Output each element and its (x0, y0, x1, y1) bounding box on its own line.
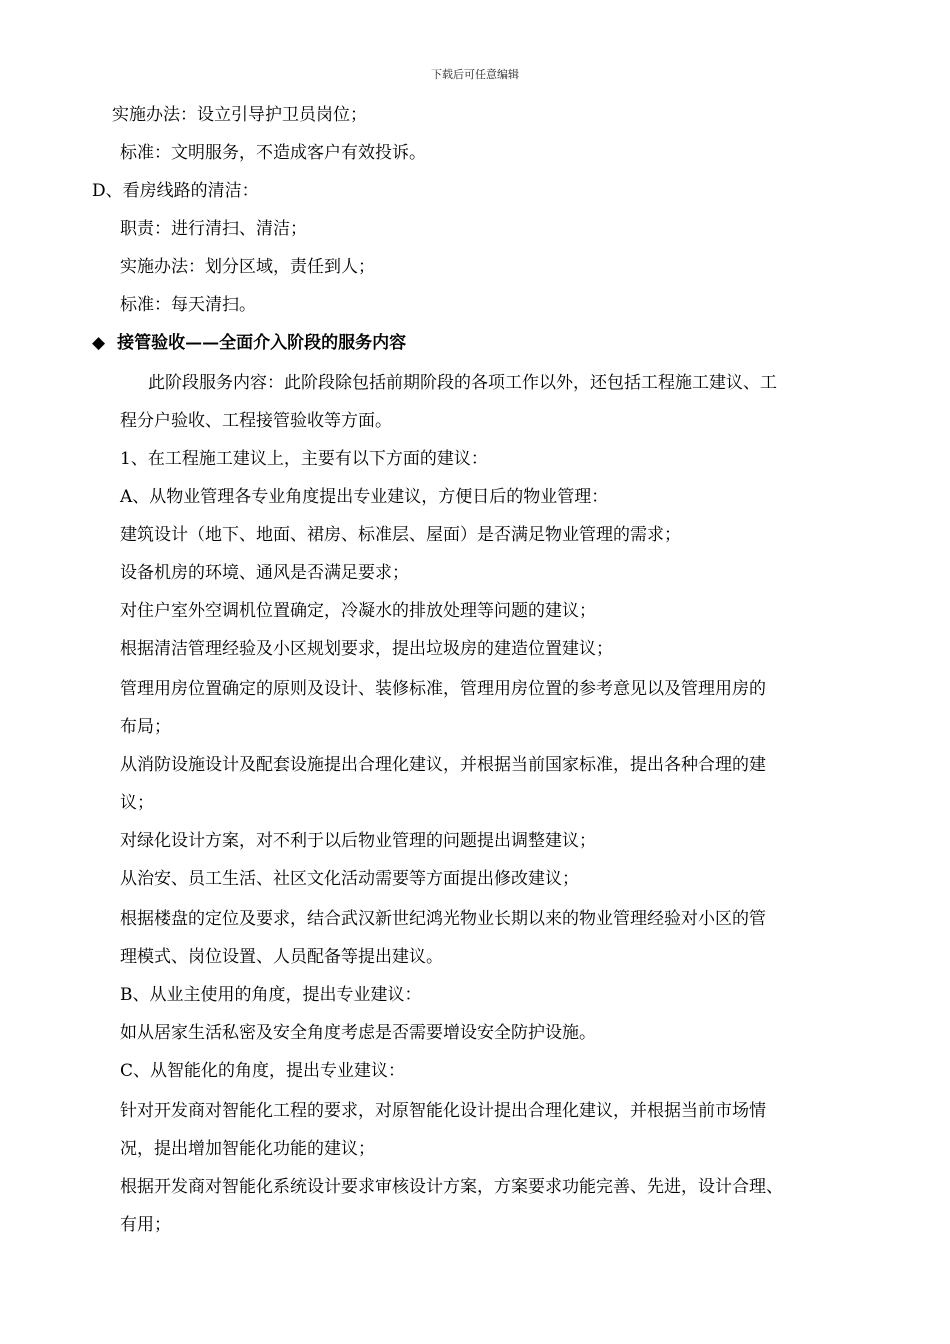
text-line: A、从物业管理各专业角度提出专业建议，方便日后的物业管理： (120, 487, 609, 507)
text-line: 设备机房的环境、通风是否满足要求； (120, 563, 409, 583)
text-line: 根据开发商对智能化系统设计要求审核设计方案，方案要求功能完善、先进，设计合理、 (120, 1177, 783, 1197)
text-line: 管理用房位置确定的原则及设计、装修标准，管理用房位置的参考意见以及管理用房的 (120, 679, 766, 699)
text-line: 程分户验收、工程接管验收等方面。 (120, 411, 392, 431)
text-line: C、从智能化的角度，提出专业建议： (120, 1061, 406, 1081)
page-header: 下载后可任意编辑 (431, 68, 519, 81)
text-line: B、从业主使用的角度，提出专业建议： (120, 985, 422, 1005)
text-line: 有用； (120, 1215, 171, 1235)
text-line: 如从居家生活私密及安全角度考虑是否需要增设安全防护设施。 (120, 1023, 596, 1043)
section-heading (92, 332, 406, 354)
text-line: 实施办法：划分区域，责任到人； (120, 257, 375, 277)
section-heading-text: 接管验收——全面介入阶段的服务内容 (117, 333, 407, 353)
text-line: 理模式、岗位设置、人员配备等提出建议。 (120, 947, 443, 967)
text-line: 况，提出增加智能化功能的建议； (120, 1139, 375, 1159)
text-line: 标准：每天清扫。 (120, 295, 256, 315)
text-line: 此阶段服务内容：此阶段除包括前期阶段的各项工作以外，还包括工程施工建议、工 (148, 373, 777, 393)
text-line: 1、在工程施工建议上，主要有以下方面的建议： (120, 449, 488, 469)
text-line: 布局； (120, 717, 171, 737)
text-line: 根据楼盘的定位及要求，结合武汉新世纪鸿光物业长期以来的物业管理经验对小区的管 (120, 909, 766, 929)
text-line: 职责：进行清扫、清洁； (120, 219, 307, 239)
text-line: 从治安、员工生活、社区文化活动需要等方面提出修改建议； (120, 869, 579, 889)
diamond-bullet-icon: ◆ (92, 333, 106, 353)
text-line: D、看房线路的清洁： (92, 181, 259, 201)
text-line: 建筑设计（地下、地面、裙房、标准层、屋面）是否满足物业管理的需求； (120, 525, 681, 545)
text-line: 根据清洁管理经验及小区规划要求，提出垃圾房的建造位置建议； (120, 639, 613, 659)
text-line: 针对开发商对智能化工程的要求，对原智能化设计提出合理化建议，并根据当前市场情 (120, 1101, 766, 1121)
text-line: 实施办法：设立引导护卫员岗位； (112, 105, 367, 125)
text-line: 从消防设施设计及配套设施提出合理化建议，并根据当前国家标准，提出各种合理的建 (120, 755, 766, 775)
text-line: 对住户室外空调机位置确定，冷凝水的排放处理等问题的建议； (120, 601, 596, 621)
text-line: 对绿化设计方案，对不利于以后物业管理的问题提出调整建议； (120, 831, 596, 851)
text-line: 议； (120, 793, 154, 813)
text-line: 标准：文明服务，不造成客户有效投诉。 (120, 143, 426, 163)
